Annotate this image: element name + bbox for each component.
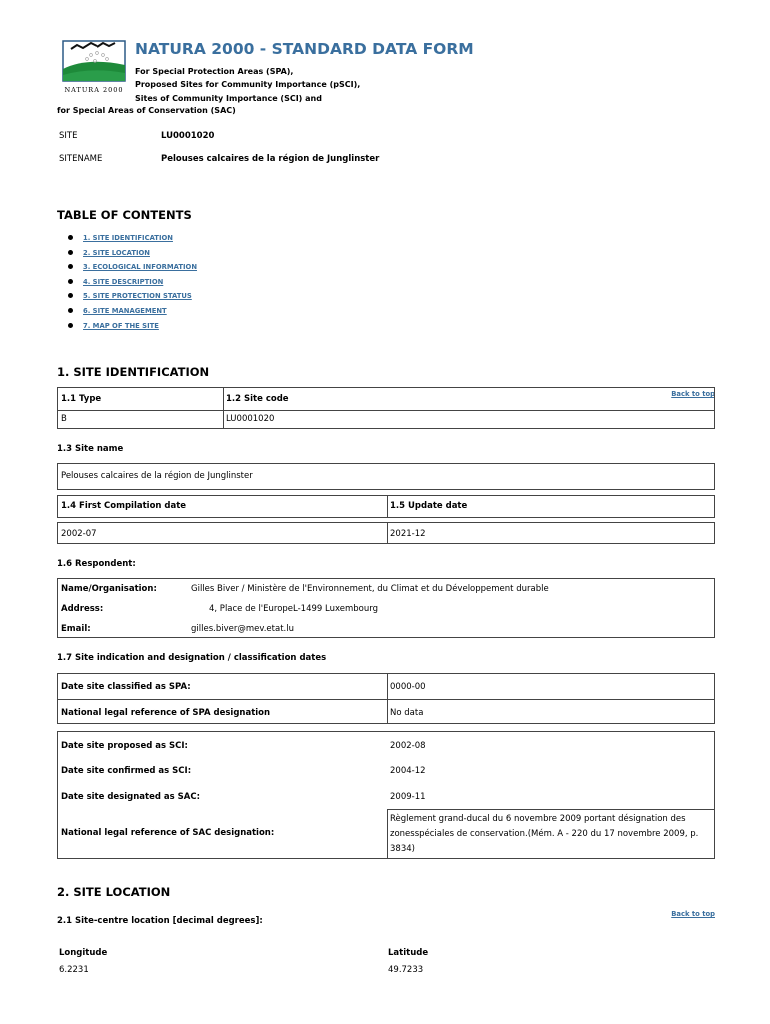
spa-legal-reference-label: National legal reference of SPA designation (61, 708, 271, 718)
toc-item (66, 262, 197, 277)
spa-legal-reference-value: No data (390, 708, 424, 718)
longitude-value: 6.2231 (59, 965, 89, 975)
natura-2000-logo (57, 39, 127, 95)
sitename-label: SITENAME (59, 154, 103, 164)
spa-designation-table (57, 673, 715, 724)
back-to-top-link-2[interactable]: Back to top (671, 910, 715, 918)
type-label: 1.1 Type (61, 394, 102, 404)
update-date-label: 1.5 Update date (390, 501, 468, 511)
logo-text: NATURA 2000 (64, 86, 124, 94)
sci-sac-designation-table (57, 731, 715, 859)
intro-line-1: For Special Protection Areas (SPA), (135, 67, 294, 76)
date-values-box (57, 522, 715, 544)
toc-link-ecological-information[interactable]: 3. ECOLOGICAL INFORMATION (83, 263, 198, 272)
respondent-box (57, 578, 715, 638)
site-name-value: Pelouses calcaires de la région de Junglinster (61, 471, 253, 481)
table-of-contents (66, 233, 197, 335)
section-2-title: 2. SITE LOCATION (57, 885, 171, 899)
respondent-heading: 1.6 Respondent: (57, 559, 136, 569)
latitude-value: 49.7233 (388, 965, 424, 975)
sci-proposed-value: 2002-08 (390, 741, 426, 751)
update-date-value: 2021-12 (390, 529, 426, 539)
sci-confirmed-label: Date site confirmed as SCI: (61, 766, 192, 776)
sac-designated-label: Date site designated as SAC: (61, 792, 200, 802)
site-name-box (57, 463, 715, 490)
toc-link-site-protection-status[interactable]: 5. SITE PROTECTION STATUS (83, 292, 192, 301)
name-organisation-value: Gilles Biver / Ministère de l'Environnement, du Climat et du Développement durable (191, 584, 549, 594)
toc-link-site-management[interactable]: 6. SITE MANAGEMENT (83, 306, 167, 315)
first-compilation-label: 1.4 First Compilation date (61, 501, 187, 511)
site-code-label: 1.2 Site code (226, 394, 289, 404)
toc-item (66, 291, 197, 306)
date-labels-box (57, 495, 715, 518)
toc-link-site-location[interactable]: 2. SITE LOCATION (83, 248, 150, 257)
form-title: NATURA 2000 - STANDARD DATA FORM (135, 40, 474, 58)
toc-link-site-description[interactable]: 4. SITE DESCRIPTION (83, 277, 164, 286)
toc-item (66, 321, 197, 336)
sac-designated-value: 2009-11 (390, 792, 426, 802)
site-value: LU0001020 (161, 131, 215, 141)
toc-item (66, 277, 197, 292)
name-organisation-label: Name/Organisation: (61, 584, 157, 594)
first-compilation-value: 2002-07 (61, 529, 97, 539)
sci-confirmed-value: 2004-12 (390, 766, 426, 776)
longitude-label: Longitude (59, 948, 108, 958)
address-value: 4, Place de l'EuropeL-1499 Luxembourg (209, 604, 378, 614)
toc-link-site-identification[interactable]: 1. SITE IDENTIFICATION (83, 234, 173, 242)
email-value: gilles.biver@mev.etat.lu (191, 624, 294, 634)
site-label: SITE (59, 131, 78, 141)
toc-item (66, 248, 197, 263)
type-value: B (61, 414, 67, 424)
spa-classified-label: Date site classified as SPA: (61, 682, 191, 692)
type-code-table (57, 387, 715, 429)
site-centre-heading: 2.1 Site-centre location [decimal degrees]: (57, 916, 263, 926)
natura-logo-icon (57, 39, 127, 95)
intro-line-4: for Special Areas of Conservation (SAC) (57, 106, 236, 115)
back-to-top-link-1[interactable]: Back to top (671, 390, 715, 398)
site-name-heading: 1.3 Site name (57, 444, 124, 454)
site-code-value: LU0001020 (226, 414, 275, 424)
spa-classified-value: 0000-00 (390, 682, 426, 692)
toc-link-map-of-the-site[interactable]: 7. MAP OF THE SITE (83, 321, 159, 330)
sci-proposed-label: Date site proposed as SCI: (61, 741, 188, 751)
email-label: Email: (61, 624, 91, 634)
intro-line-3: Sites of Community Importance (SCI) and (135, 94, 322, 103)
toc-title: TABLE OF CONTENTS (57, 208, 192, 222)
sac-legal-reference-cell (387, 809, 715, 859)
sac-legal-reference-value: Règlement grand-ducal du 6 novembre 2009 portant désignation des zonesspéciales de conservation.(Mém. A - 220 du 17 novembre 2009, p. 3834) (390, 814, 699, 854)
address-label: Address: (61, 604, 104, 614)
toc-item (66, 233, 197, 248)
sac-legal-reference-label: National legal reference of SAC designation: (61, 828, 275, 838)
section-1-title: 1. SITE IDENTIFICATION (57, 365, 210, 379)
sitename-value: Pelouses calcaires de la région de Junglinster (161, 154, 380, 164)
latitude-label: Latitude (388, 948, 429, 958)
toc-item (66, 306, 197, 321)
intro-line-2: Proposed Sites for Community Importance (pSCI), (135, 80, 361, 89)
designation-heading: 1.7 Site indication and designation / classification dates (57, 653, 327, 663)
